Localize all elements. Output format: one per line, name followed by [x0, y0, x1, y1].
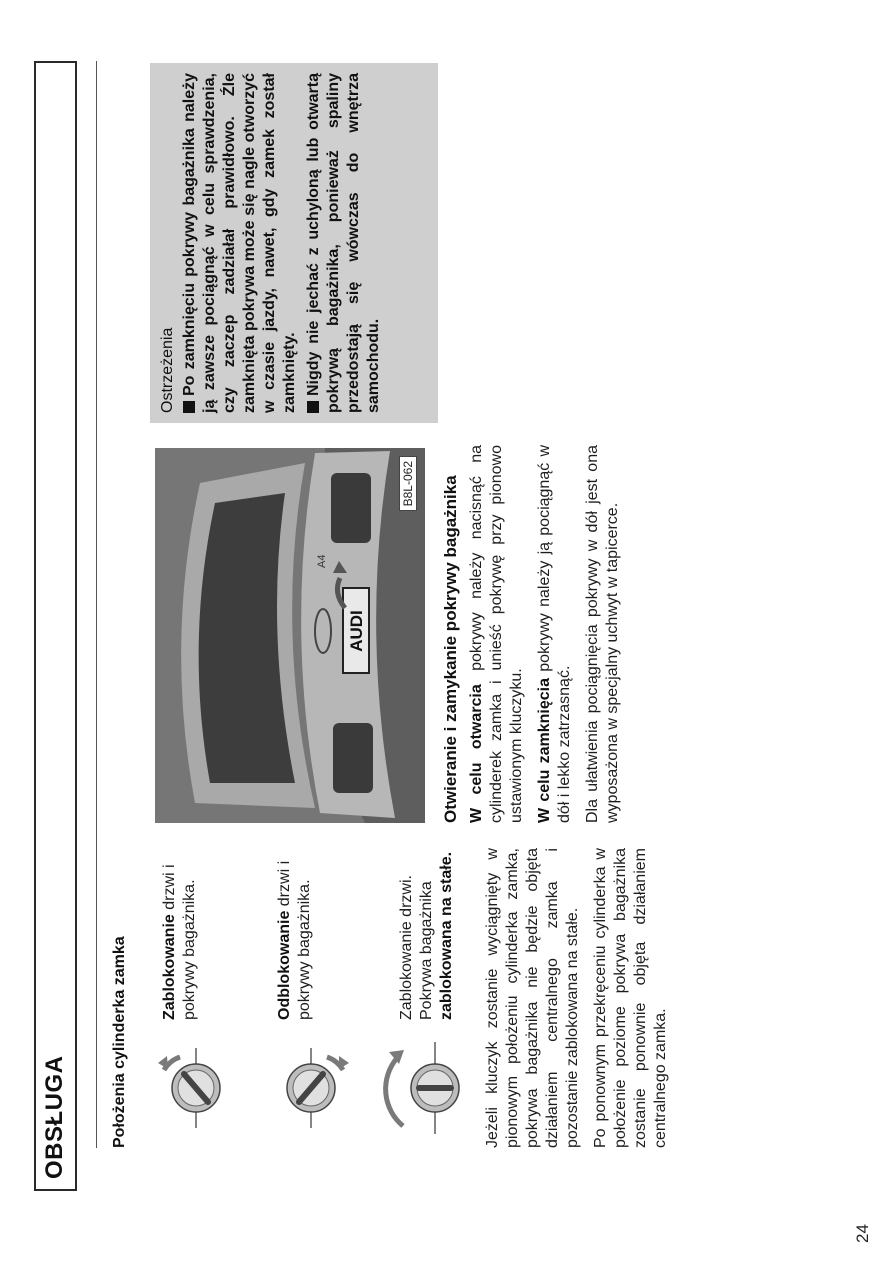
- car-rear-illustration: [155, 448, 425, 823]
- lock-label-rest: drzwi i pokrywy bagażnika.: [161, 864, 198, 1020]
- cylinder-notes: [483, 848, 679, 1148]
- trunk-photo: [155, 448, 425, 823]
- lock-cylinder-diagonal-icon: [150, 1028, 240, 1148]
- page-number: 24: [853, 1224, 872, 1243]
- close-instructions: [535, 445, 575, 823]
- warning-item-1: [180, 73, 300, 413]
- lock-cylinder-vertical-icon: [375, 1028, 475, 1148]
- cylinder-paragraph-2: Po ponownym przekręceniu cylinderka w położenie poziome pokrywa bagażnika zostanie ponownie objęta działaniem centralnego zamka.: [592, 848, 669, 1148]
- warning-box: [150, 63, 438, 423]
- unlock-cylinder-diagonal-icon: [265, 1028, 355, 1148]
- lock-position-row: [150, 848, 240, 1148]
- section-header: [34, 61, 77, 1191]
- open-instructions: [467, 445, 527, 823]
- bullet-square-icon: [183, 401, 195, 413]
- plate-text: AUDI: [347, 610, 366, 652]
- bullet-square-icon: [307, 401, 319, 413]
- model-badge: A4: [316, 554, 328, 568]
- cylinder-paragraph-1: Jeżeli kluczyk zostanie wyciągnięty w pionowym położeniu cylinderka zamka, pokrywa bagażnika nie będzie objęta działaniem centralnego zamka i pozostanie zablokowana na stałe.: [484, 848, 581, 1148]
- unlock-label: Odblokowanie: [276, 910, 293, 1020]
- warning-item-1-text: Po zamknięciu pokrywy bagażnika należy ją zawsze pociągnąć w celu sprawdzenia, czy zaczep zadziałał prawidłowo. Źle zamknięta pokrywa może się nagle otworzyć w czasie jazdy, nawet, gdy zamek został zamknięty.: [181, 73, 298, 413]
- close-label: W celu zamknięcia: [536, 678, 553, 823]
- unlock-description: [275, 850, 315, 1020]
- lock-description: [160, 850, 200, 1020]
- open-text: pokrywy należy nacisnąć na cylinderek zamka i unieść pokrywę przy pionowo ustawionym kluczyku.: [468, 444, 525, 823]
- cylinder-heading: Położenia cylinderka zamka: [111, 936, 128, 1148]
- trunk-heading: Otwieranie i zamykanie pokrywy bagażnika: [441, 475, 460, 823]
- handle-note: Dla ułatwienia pociągnięcia pokrywy w dół jest ona wyposażona w specjalny uchwyt w tapicerce.: [584, 445, 621, 823]
- lock-label: Zablokowanie: [161, 914, 178, 1020]
- permanent-lock-bold: zablokowana na stałe.: [438, 851, 455, 1020]
- header-rule: [96, 61, 97, 1148]
- warning-item-2: [304, 73, 384, 413]
- open-label: W celu otwarcia: [468, 684, 485, 823]
- warning-title: Ostrzeżenia: [159, 327, 176, 413]
- permanent-lock-text: Zablokowanie drzwi. Pokrywa bagażnika: [398, 875, 435, 1020]
- section-title: OBSŁUGA: [41, 1055, 68, 1179]
- permanent-lock-description: [397, 850, 457, 1020]
- warning-item-2-text: Nigdy nie jechać z uchyloną lub otwartą pokrywą bagażnika, ponieważ spaliny przedostają się wówczas do wnętrza samochodu.: [305, 73, 382, 413]
- close-text: pokrywy należy ją pociągnąć w dół i lekko zatrzasnąć.: [536, 444, 573, 823]
- permanent-lock-row: [375, 848, 475, 1148]
- unlock-position-row: [265, 848, 355, 1148]
- cylinder-column: [110, 848, 130, 1148]
- unlock-label-rest: drzwi i pokrywy bagażnika.: [276, 860, 313, 1020]
- trunk-column: [440, 445, 631, 823]
- figure-code: B8L-062: [399, 456, 417, 511]
